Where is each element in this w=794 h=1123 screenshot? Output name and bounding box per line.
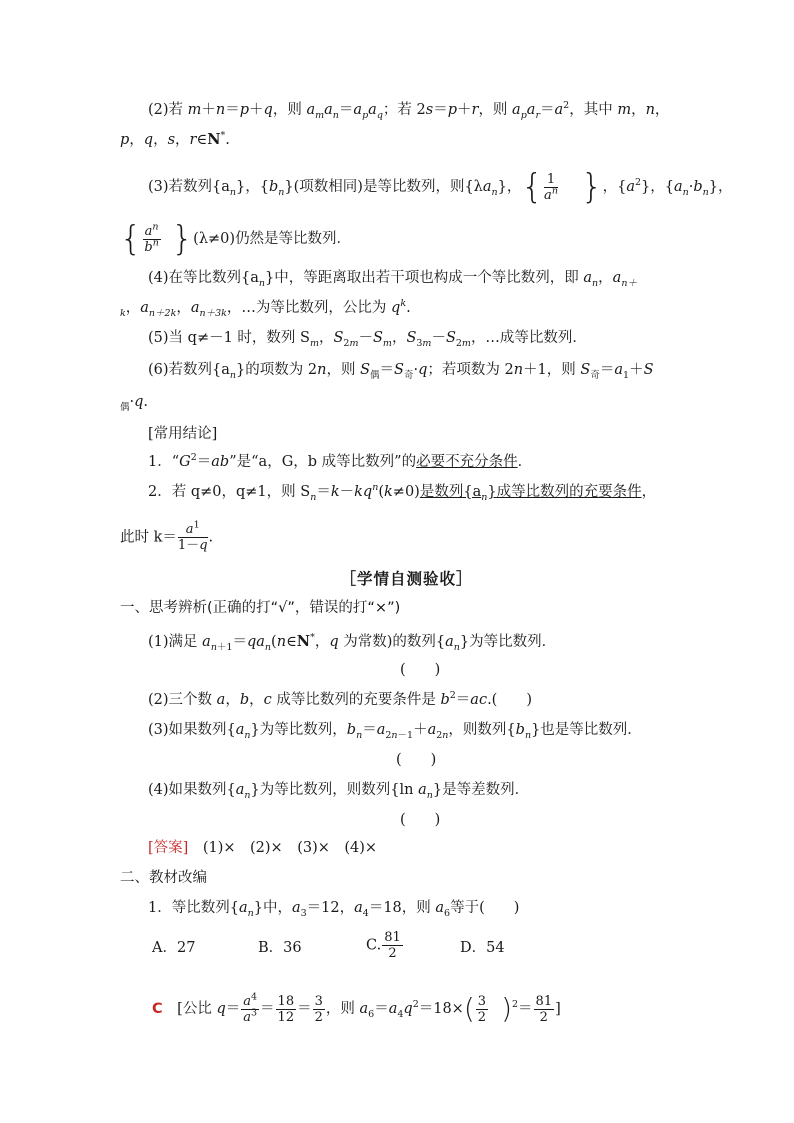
property-2-line-2: p，q，s，r∈N*. (120, 130, 230, 148)
question-2-blank[interactable]: ( ) (491, 692, 532, 708)
property-2-line-1: (2)若 m＋n＝p＋q，则 $a_ma_n=a_pa_q$；若 2s＝p＋r，则 $a_pa_r=a^2$，其中 m，n， (148, 100, 670, 121)
option-d[interactable]: D．54 (460, 940, 505, 956)
conclusion-2-line-1: 2．若 q≠0，q≠1，则 $S_n=k-kq^n(k\ne 0)$是数列$\{a_n\}$成等比数列的充要条件， (148, 482, 657, 503)
question-1-blank[interactable]: ( ) (400, 662, 441, 678)
question-4: (4)如果数列$\{a_n\}$为等比数列，则数列{ln $a_n$}是等差数列． (148, 782, 530, 801)
question-4-blank[interactable]: ( ) (400, 812, 441, 828)
property-4-line-2: $_k$，$a_{n+2k}$，$a_{n+3k}$，…为等比数列，公比为 $q^k$. (120, 298, 411, 319)
option-c[interactable]: C. $\frac{81}{2}$ (366, 930, 401, 961)
solution-letter: C (152, 1001, 163, 1017)
answer-label: [答案] (148, 840, 189, 856)
question-1: (1)满足 $a_{n+1}=qa_n(n\in N^*$，q 为常数)的数列$\{a_n\}$为等比数列． (148, 632, 557, 653)
property-3-line-1: (3)若数列$\{a_n\}$，$\{b_n\}$(项数相同)是等比数列，则$\{\lambda a_n\}$，{ $\frac{1}{a^n}$ }，$\{a^2\}$，$\{a_n\cdot b_n\}$， (148, 167, 733, 207)
conclusions-heading: [常用结论] (148, 426, 218, 442)
part-1-heading: 一、思考辨析(正确的打“√”，错误的打“×”) (120, 600, 401, 616)
option-a[interactable]: A．27 (152, 940, 196, 956)
property-5: (5)当 q≠－1 时，数列 $S_m$，$S_{2m}-S_m$，$S_{3m}-S_{2m}$，…成等比数列． (148, 330, 587, 349)
property-4-line-1: (4)在等比数列$\{a_n\}$中，等距离取出若干项也构成一个等比数列，即 $a_n$，$a_{n+}$ (148, 270, 637, 289)
question-2: (2)三个数 a，b，c 成等比数列的充要条件是 $b^2=ac$.( ) (148, 690, 532, 708)
property-6-line-1: (6)若数列$\{a_n\}$的项数为 2n，则 $S_偶=S_奇\cdot q$；若项数为 2n＋1，则 $S_奇=a_1+S$ (148, 362, 654, 381)
question-3-blank[interactable]: ( ) (396, 752, 437, 768)
answer-line: [答案] (1)× (2)× (3)× (4)× (148, 840, 378, 856)
problem-1: 1．等比数列$\{a_n\}$中，$a_3=12$，$a_4=18$，则 $a_6$等于( ) (148, 900, 520, 919)
property-3-line-2: { $\frac{a^n}{b^n}$ }(λ≠0)仍然是等比数列． (120, 219, 352, 259)
solution: C [公比 q＝ $\frac{a^4}{a^3}$ ＝ $\frac{18}{12}$ ＝ $\frac{3}{2}$ ，则 $a_6=a_4q^2=18\times$( $\frac{3}{2}$ )$^2$＝ $\frac{81}{2}$ ] (152, 991, 561, 1025)
question-3: (3)如果数列$\{a_n\}$为等比数列，$b_n=a_{2n-1}+a_{2n}$，则数列$\{b_n\}$也是等比数列． (148, 722, 642, 741)
section-title: ［学情自测验收］ (340, 569, 474, 588)
conclusion-1: 1．“$G^2=ab$”是“a，G，b 成等比数列”的必要不充分条件． (148, 452, 533, 470)
option-b[interactable]: B．36 (258, 940, 302, 956)
property-6-line-2: $_偶$·q. (120, 394, 149, 413)
conclusion-2-line-2: 此时 k＝ $\frac{a^1}{1-q}$ . (120, 519, 214, 553)
part-2-heading: 二、教材改编 (120, 870, 207, 886)
